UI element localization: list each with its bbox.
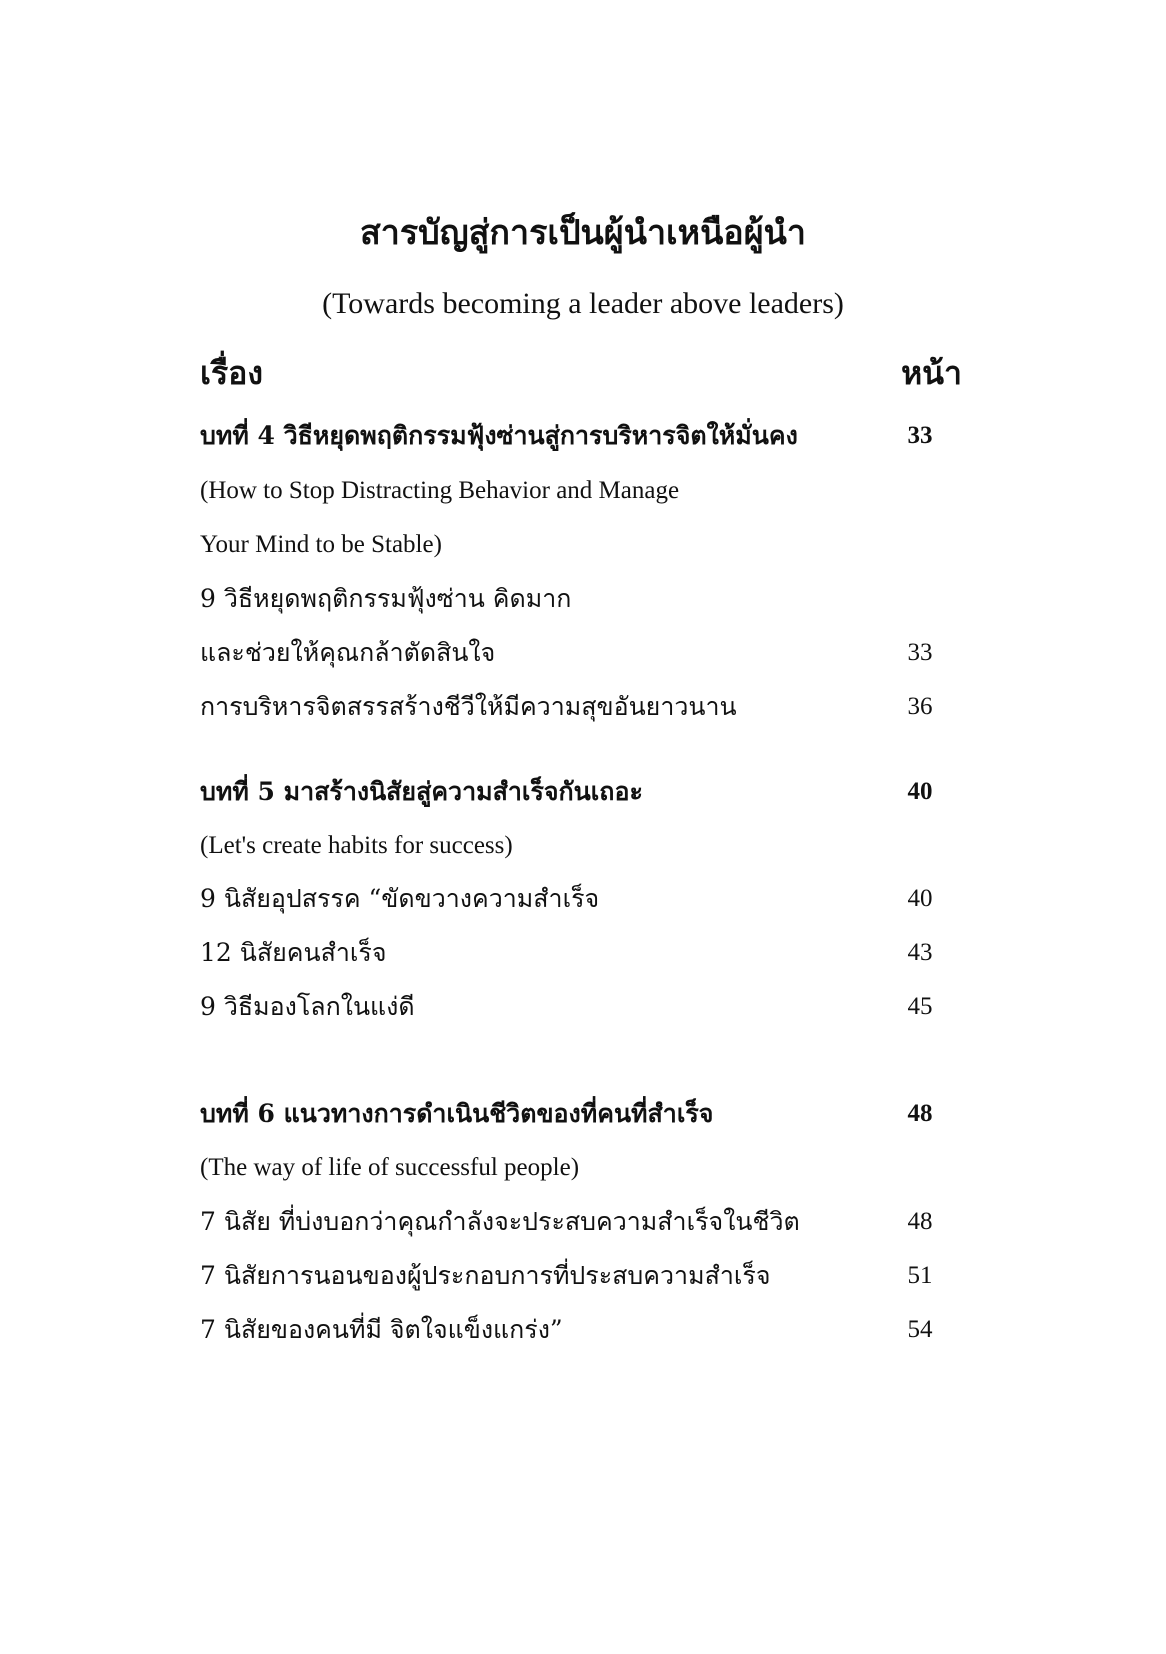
toc-entry-english — [200, 1143, 955, 1193]
toc-entry — [200, 682, 955, 732]
toc-entry-english — [200, 466, 955, 516]
toc-entry-text: (The way of life of successful people) — [200, 1154, 580, 1181]
toc-entry-text: 7 นิสัยการนอนของผู้ประกอบการที่ประสบความสำเร็จ — [200, 1261, 771, 1290]
toc-entry-english — [200, 520, 955, 570]
toc-page-number: 45 — [907, 993, 933, 1020]
toc-entry-text: บทที่ 6 แนวทางการดำเนินชีวิตของที่คนที่สำเร็จ — [200, 1099, 714, 1128]
toc-entry-text: 9 นิสัยอุปสรรค “ขัดขวางความสำเร็จ — [200, 884, 600, 913]
toc-page-number: 54 — [907, 1316, 933, 1343]
toc-page-number: 48 — [907, 1208, 933, 1235]
toc-entry-text: และช่วยให้คุณกล้าตัดสินใจ — [200, 638, 496, 667]
toc-entry-text: Your Mind to be Stable) — [200, 531, 442, 558]
toc-chapter-4 — [200, 411, 955, 461]
toc-entry — [200, 874, 955, 924]
toc-entry — [200, 982, 955, 1032]
toc-page-number: 33 — [907, 639, 933, 666]
toc-entry-text: 7 นิสัย ที่บ่งบอกว่าคุณกำลังจะประสบความสำเร็จในชีวิต — [200, 1207, 800, 1236]
toc-page-number: 51 — [907, 1262, 933, 1289]
toc-page-number: 48 — [907, 1100, 933, 1127]
toc-entry — [200, 1305, 955, 1355]
toc-entry-text: บทที่ 5 มาสร้างนิสัยสู่ความสำเร็จกันเถอะ — [200, 777, 643, 806]
toc-page-number: 33 — [907, 422, 933, 449]
toc-entry-text: 12 นิสัยคนสำเร็จ — [200, 938, 387, 967]
toc-page-number: 40 — [907, 778, 933, 805]
toc-chapter-5 — [200, 767, 955, 817]
toc-entry-text: (Let's create habits for success) — [200, 832, 513, 859]
toc-page-number: 43 — [907, 939, 933, 966]
document-title: สารบัญสู่การเป็นผู้นำเหนือผู้นำ — [359, 213, 806, 253]
toc-entry — [200, 928, 955, 978]
toc-page-number: 40 — [907, 885, 933, 912]
toc-entry-text: บทที่ 4 วิธีหยุดพฤติกรรมฟุ้งซ่านสู่การบริหารจิตให้มั่นคง — [200, 421, 798, 450]
toc-entry-english — [200, 821, 955, 871]
toc-entry — [200, 628, 955, 678]
toc-entry-text: 7 นิสัยของคนที่มี จิตใจแข็งแกร่ง” — [200, 1315, 563, 1344]
toc-entry — [200, 574, 955, 624]
document-subtitle: (Towards becoming a leader above leaders) — [322, 287, 844, 320]
toc-entry-text: (How to Stop Distracting Behavior and Manage — [200, 477, 680, 504]
toc-page-number: 36 — [907, 693, 933, 720]
toc-entry-text: การบริหารจิตสรรสร้างชีวีให้มีความสุขอันยาวนาน — [200, 692, 737, 721]
column-header-page: หน้า — [901, 354, 962, 392]
toc-entry-text: 9 วิธีหยุดพฤติกรรมฟุ้งซ่าน คิดมาก — [200, 584, 572, 613]
toc-entry-text: 9 วิธีมองโลกในแง่ดี — [200, 992, 415, 1021]
toc-chapter-6 — [200, 1089, 955, 1139]
toc-entry — [200, 1251, 955, 1301]
column-header-topic: เรื่อง — [200, 354, 263, 392]
toc-entry — [200, 1197, 955, 1247]
